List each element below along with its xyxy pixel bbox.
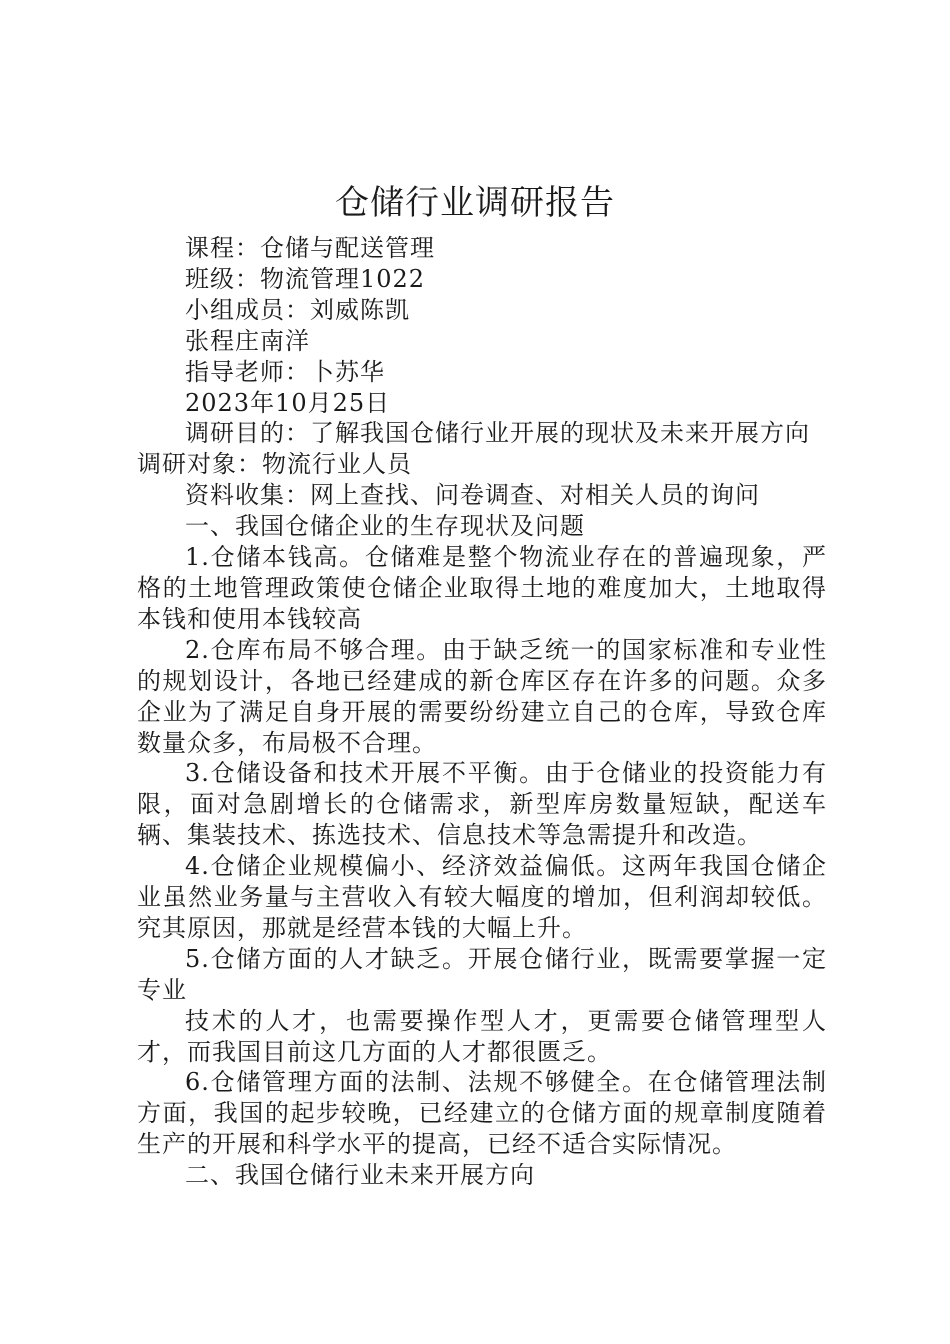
- date-line: 2023年10月25日: [185, 388, 391, 417]
- paragraph-3: 3.仓储设备和技术开展不平衡。由于仓储业的投资能力有限，面对急剧增长的仓储需求，新型库房数量短缺，配送车辆、集装技术、拣选技术、信息技术等急需提升和改造。: [137, 759, 827, 850]
- data-collection-line: 资料收集：网上查找、问卷调查、对相关人员的询问: [185, 481, 760, 510]
- members-line-continued: 张程庄南洋: [185, 326, 310, 355]
- members-line: 小组成员：刘威陈凯: [185, 295, 410, 324]
- paragraph-5-continued: 技术的人才，也需要操作型人才，更需要仓储管理型人才，而我国目前这几方面的人才都很匮乏。: [137, 1006, 827, 1066]
- section-heading-2: 二、我国仓储行业未来开展方向: [185, 1161, 535, 1190]
- document-title: 仓储行业调研报告: [335, 183, 615, 223]
- research-purpose-line: 调研目的：了解我国仓储行业开展的现状及未来开展方向: [185, 419, 810, 448]
- paragraph-1: 1.仓储本钱高。仓储难是整个物流业存在的普遍现象，严格的土地管理政策使仓储企业取得土地的难度加大，土地取得本钱和使用本钱较高: [137, 543, 827, 633]
- paragraph-6: 6.仓储管理方面的法制、法规不够健全。在仓储管理法制方面，我国的起步较晚，已经建立的仓储方面的规章制度随着生产的开展和科学水平的提高，已经不适合实际情况。: [137, 1068, 827, 1159]
- paragraph-4: 4.仓储企业规模偏小、经济效益偏低。这两年我国仓储企业虽然业务量与主营收入有较大幅度的增加，但利润却较低。究其原因，那就是经营本钱的大幅上升。: [137, 852, 827, 942]
- paragraph-5: 5.仓储方面的人才缺乏。开展仓储行业，既需要掌握一定专业: [137, 944, 827, 1004]
- section-heading-1: 一、我国仓储企业的生存现状及问题: [185, 512, 585, 541]
- advisor-line: 指导老师：卜苏华: [185, 357, 385, 386]
- paragraph-2: 2.仓库布局不够合理。由于缺乏统一的国家标准和专业性的规划设计，各地已经建成的新仓库区存在许多的问题。众多企业为了满足自身开展的需要纷纷建立自己的仓库，导致仓库数量众多，布局极不合理。: [137, 635, 827, 757]
- document-body: [137, 233, 827, 1191]
- research-object-line: 调研对象：物流行业人员: [137, 450, 412, 479]
- course-line: 课程：仓储与配送管理: [185, 234, 435, 262]
- class-line: 班级：物流管理1022: [185, 264, 426, 293]
